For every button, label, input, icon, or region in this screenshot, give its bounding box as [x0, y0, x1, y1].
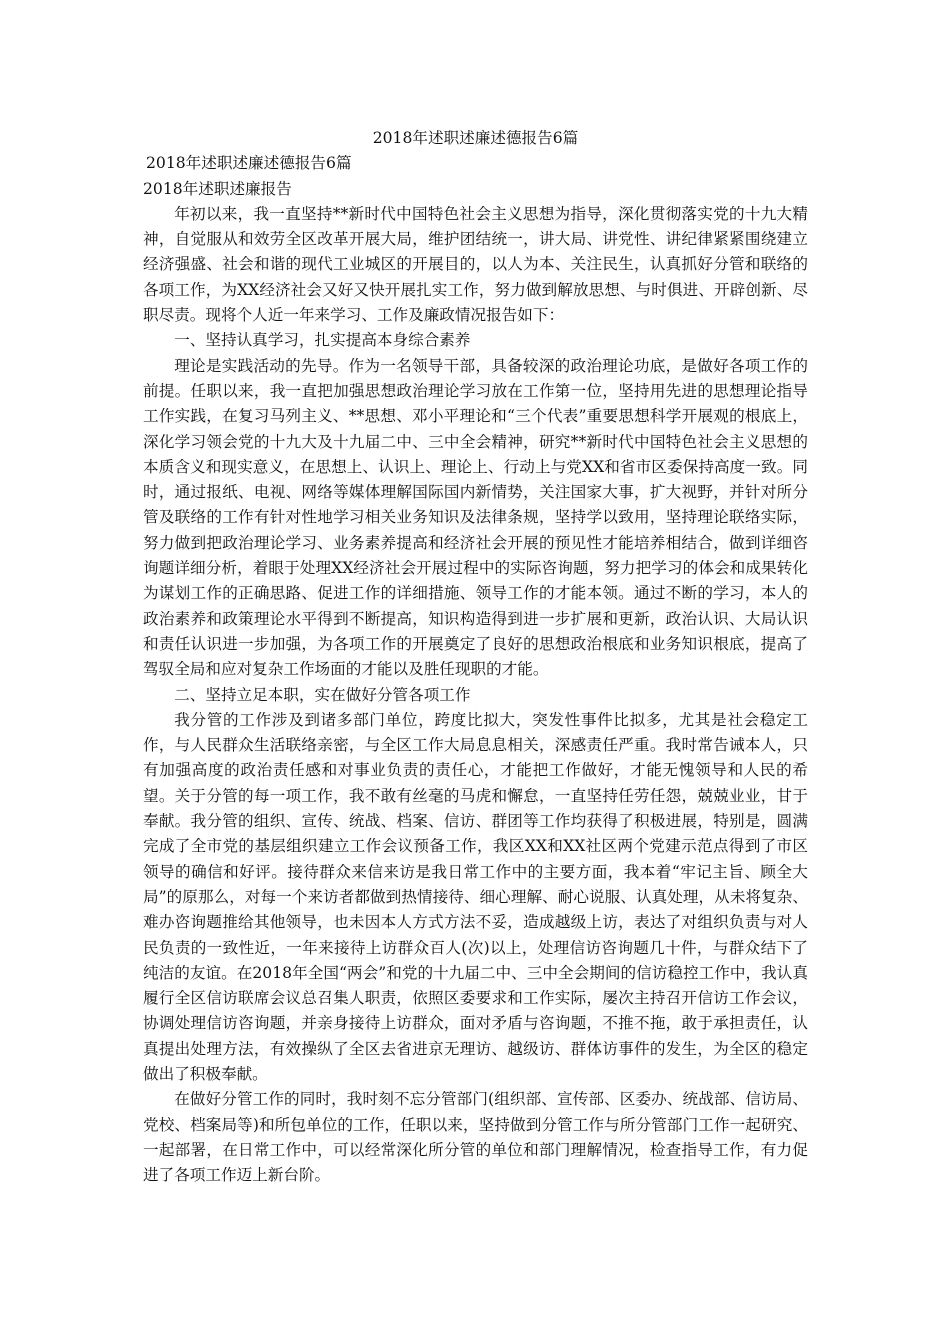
- section-heading-2: 二、坚持立足本职，实在做好分管各项工作: [174, 685, 471, 704]
- document-page: [143, 126, 808, 1188]
- paragraph-study: 理论是实践活动的先导。作为一名领导干部，具备较深的政治理论功底，是做好各项工作的前提。任职以来，我一直把加强思想政治理论学习放在工作第一位，坚持用先进的思想理论指导工作实践，在复习马列主义、**思想、邓小平理论和“三个代表”重要思想科学开展观的根底上，深化学习领会党的十九大及十九届二中、三中全会精神，研究**新时代中国特色社会主义思想的本质含义和现实意义，在思想上、认识上、理论上、行动上与党XX和省市区委保持高度一致。同时，通过报纸、电视、网络等媒体理解国际国内新情势，关注国家大事，扩大视野，并针对所分管及联络的工作有针对性地学习相关业务知识及法律条规，坚持学以致用，坚持理论联络实际，努力做到把政治理论学习、业务素养提高和经济社会开展的预见性才能培养相结合，做到详细咨询题详细分析，着眼于处理XX经济社会开展过程中的实际咨询题，努力把学习的体会和成果转化为谋划工作的正确思路、促进工作的详细措施、领导工作的才能本领。通过不断的学习，本人的政治素养和政策理论水平得到不断提高，知识构造得到进一步扩展和更新，政治认识、大局认识和责任认识进一步加强，为各项工作的开展奠定了良好的思想政治根底和业务知识根底，提高了驾驭全局和应对复杂工作场面的才能以及胜任现职的才能。: [143, 356, 808, 679]
- section-title: 2018年述职述廉报告: [143, 179, 292, 198]
- paragraph-departments: 在做好分管工作的同时，我时刻不忘分管部门(组织部、宣传部、区委办、统战部、信访局、党校、档案局等)和所包单位的工作，任职以来，坚持做到分管工作与所分管部门工作一起研究、一起部署，在日常工作中，可以经常深化所分管的单位和部门理解情况，检查指导工作，有力促进了各项工作迈上新台阶。: [143, 1090, 808, 1185]
- section-heading-1: 一、坚持认真学习，扎实提高本身综合素养: [174, 331, 471, 350]
- paragraph-intro: 年初以来，我一直坚持**新时代中国特色社会主义思想为指导，深化贯彻落实党的十九大精神，自觉服从和效劳全区改革开展大局，维护团结统一，讲大局、讲党性、讲纪律紧紧围绕建立经济强盛、社会和谐的现代工业城区的开展目的，以人为本、关注民生，认真抓好分管和联络的各项工作，为XX经济社会又好又快开展扎实工作，努力做到解放思想、与时俱进、开辟创新、尽职尽责。现将个人近一年来学习、工作及廉政情况报告如下：: [143, 204, 808, 325]
- document-title: 2018年述职述廉述德报告6篇: [372, 129, 579, 147]
- paragraph-work: 我分管的工作涉及到诸多部门单位，跨度比拟大，突发性事件比拟多，尤其是社会稳定工作，与人民群众生活联络亲密，与全区工作大局息息相关，深感责任严重。我时常告诫本人，只有加强高度的政治责任感和对事业负责的责任心，才能把工作做好，才能无愧领导和人民的希望。关于分管的每一项工作，我不敢有丝毫的马虎和懈怠，一直坚持任劳任怨，兢兢业业，甘于奉献。我分管的组织、宣传、统战、档案、信访、群团等工作均获得了积极进展，特别是，圆满完成了全市党的基层组织建立工作会议预备工作，我区XX和XX社区两个党建示范点得到了市区领导的确信和好评。接待群众来信来访是我日常工作中的主要方面，我本着“牢记主旨、顾全大局”的原那么，对每一个来访者都做到热情接待、细心理解、耐心说服、认真处理，从未将复杂、难办咨询题推给其他领导，也未因本人方式方法不妥，造成越级上访，表达了对组织负责与对人民负责的一致性近，一年来接待上访群众百人(次)以上，处理信访咨询题几十件，与群众结下了纯洁的友谊。在2018年全国“两会”和党的十九届二中、三中全会期间的信访稳控工作中，我认真履行全区信访联席会议总召集人职责，依照区委要求和工作实际，屡次主持召开信访工作会议，协调处理信访咨询题，并亲身接待上访群众，面对矛盾与咨询题，不推不拖，敢于承担责任，认真提出处理方法，有效操纵了全区去省进京无理访、越级访、群体访事件的发生，为全区的稳定做出了积极奉献。: [143, 710, 808, 1083]
- document-subtitle: 2018年述职述廉述德报告6篇: [146, 154, 352, 173]
